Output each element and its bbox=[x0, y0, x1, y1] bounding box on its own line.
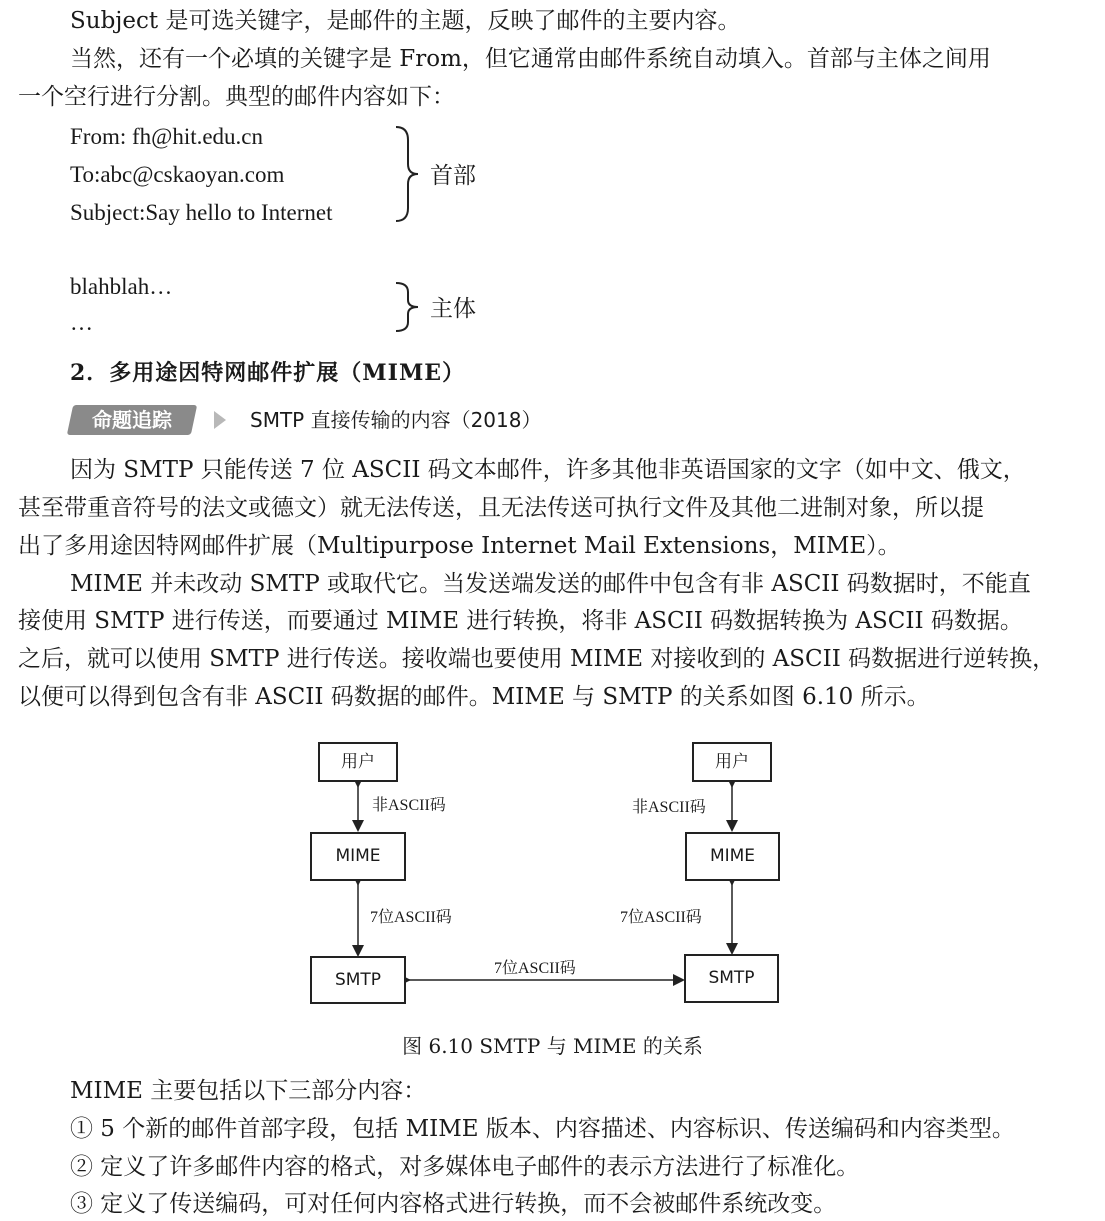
list-item: ③ 定义了传送编码，可对任何内容格式进行转换，而不会被邮件系统改变。 bbox=[70, 1191, 837, 1217]
list-intro: MIME 主要包括以下三部分内容： bbox=[70, 1078, 427, 1104]
body-label: 主体 bbox=[430, 296, 476, 322]
label-nonascii-right: 非ASCII码 bbox=[632, 799, 706, 816]
body-line: 接使用 SMTP 进行传送，而要通过 MIME 进行转换，将非 ASCII 码数据转换为 ASCII 码数据。 bbox=[18, 608, 1023, 634]
mail-body-line2: … bbox=[70, 310, 93, 335]
mail-subject: Subject:Say hello to Internet bbox=[70, 200, 333, 225]
body-line: 出了多用途因特网邮件扩展（Multipurpose Internet Mail Extensions，MIME）。 bbox=[18, 533, 901, 559]
user-left-box: 用户 bbox=[318, 742, 398, 782]
mail-body-line1: blahblah… bbox=[70, 274, 173, 299]
body-line: 之后，就可以使用 SMTP 进行传送。接收端也要使用 MIME 对接收到的 ASCII 码数据进行逆转换， bbox=[18, 646, 1056, 672]
label-7bit-right: 7位ASCII码 bbox=[620, 909, 702, 926]
body-line: 以便可以得到包含有非 ASCII 码数据的邮件。MIME 与 SMTP 的关系如图 6.10 所示。 bbox=[18, 684, 930, 710]
label-7bit-left: 7位ASCII码 bbox=[370, 909, 452, 926]
label-nonascii-left: 非ASCII码 bbox=[372, 797, 446, 814]
mail-to: To:abc@cskaoyan.com bbox=[70, 162, 285, 187]
body-line: 因为 SMTP 只能传送 7 位 ASCII 码文本邮件，许多其他非英语国家的文字（如中文、俄文， bbox=[70, 457, 1026, 483]
section-heading: 2．多用途因特网邮件扩展（MIME） bbox=[70, 360, 466, 386]
figure-caption: 图 6.10 SMTP 与 MIME 的关系 bbox=[402, 1034, 703, 1058]
mime-right-box: MIME bbox=[685, 832, 780, 881]
body-line: 甚至带重音符号的法文或德文）就无法传送，且无法传送可执行文件及其他二进制对象，所以提 bbox=[18, 495, 984, 521]
body-line: MIME 并未改动 SMTP 或取代它。当发送端发送的邮件中包含有非 ASCII 码数据时，不能直 bbox=[70, 571, 1031, 597]
mail-from: From: fh@hit.edu.cn bbox=[70, 124, 264, 149]
user-right-box: 用户 bbox=[692, 742, 772, 782]
exam-tag-label: 命题追踪 bbox=[92, 408, 172, 432]
smtp-left-box: SMTP bbox=[310, 956, 406, 1004]
paragraph-from-line1: 当然，还有一个必填的关键字是 From，但它通常由邮件系统自动填入。首部与主体之间用 bbox=[70, 46, 991, 72]
label-7bit-middle: 7位ASCII码 bbox=[494, 960, 576, 977]
list-item: ① 5 个新的邮件首部字段，包括 MIME 版本、内容描述、内容标识、传送编码和内容类型。 bbox=[70, 1116, 1015, 1142]
paragraph-subject: Subject 是可选关键字，是邮件的主题，反映了邮件的主要内容。 bbox=[70, 8, 741, 34]
list-item: ② 定义了许多邮件内容的格式，对多媒体电子邮件的表示方法进行了标准化。 bbox=[70, 1154, 860, 1180]
exam-tag-text: SMTP 直接传输的内容（2018） bbox=[250, 408, 542, 432]
smtp-right-box: SMTP bbox=[684, 954, 779, 1003]
header-label: 首部 bbox=[430, 163, 476, 189]
paragraph-from-line2: 一个空行进行分割。典型的邮件内容如下： bbox=[18, 84, 455, 110]
mime-left-box: MIME bbox=[310, 832, 406, 881]
